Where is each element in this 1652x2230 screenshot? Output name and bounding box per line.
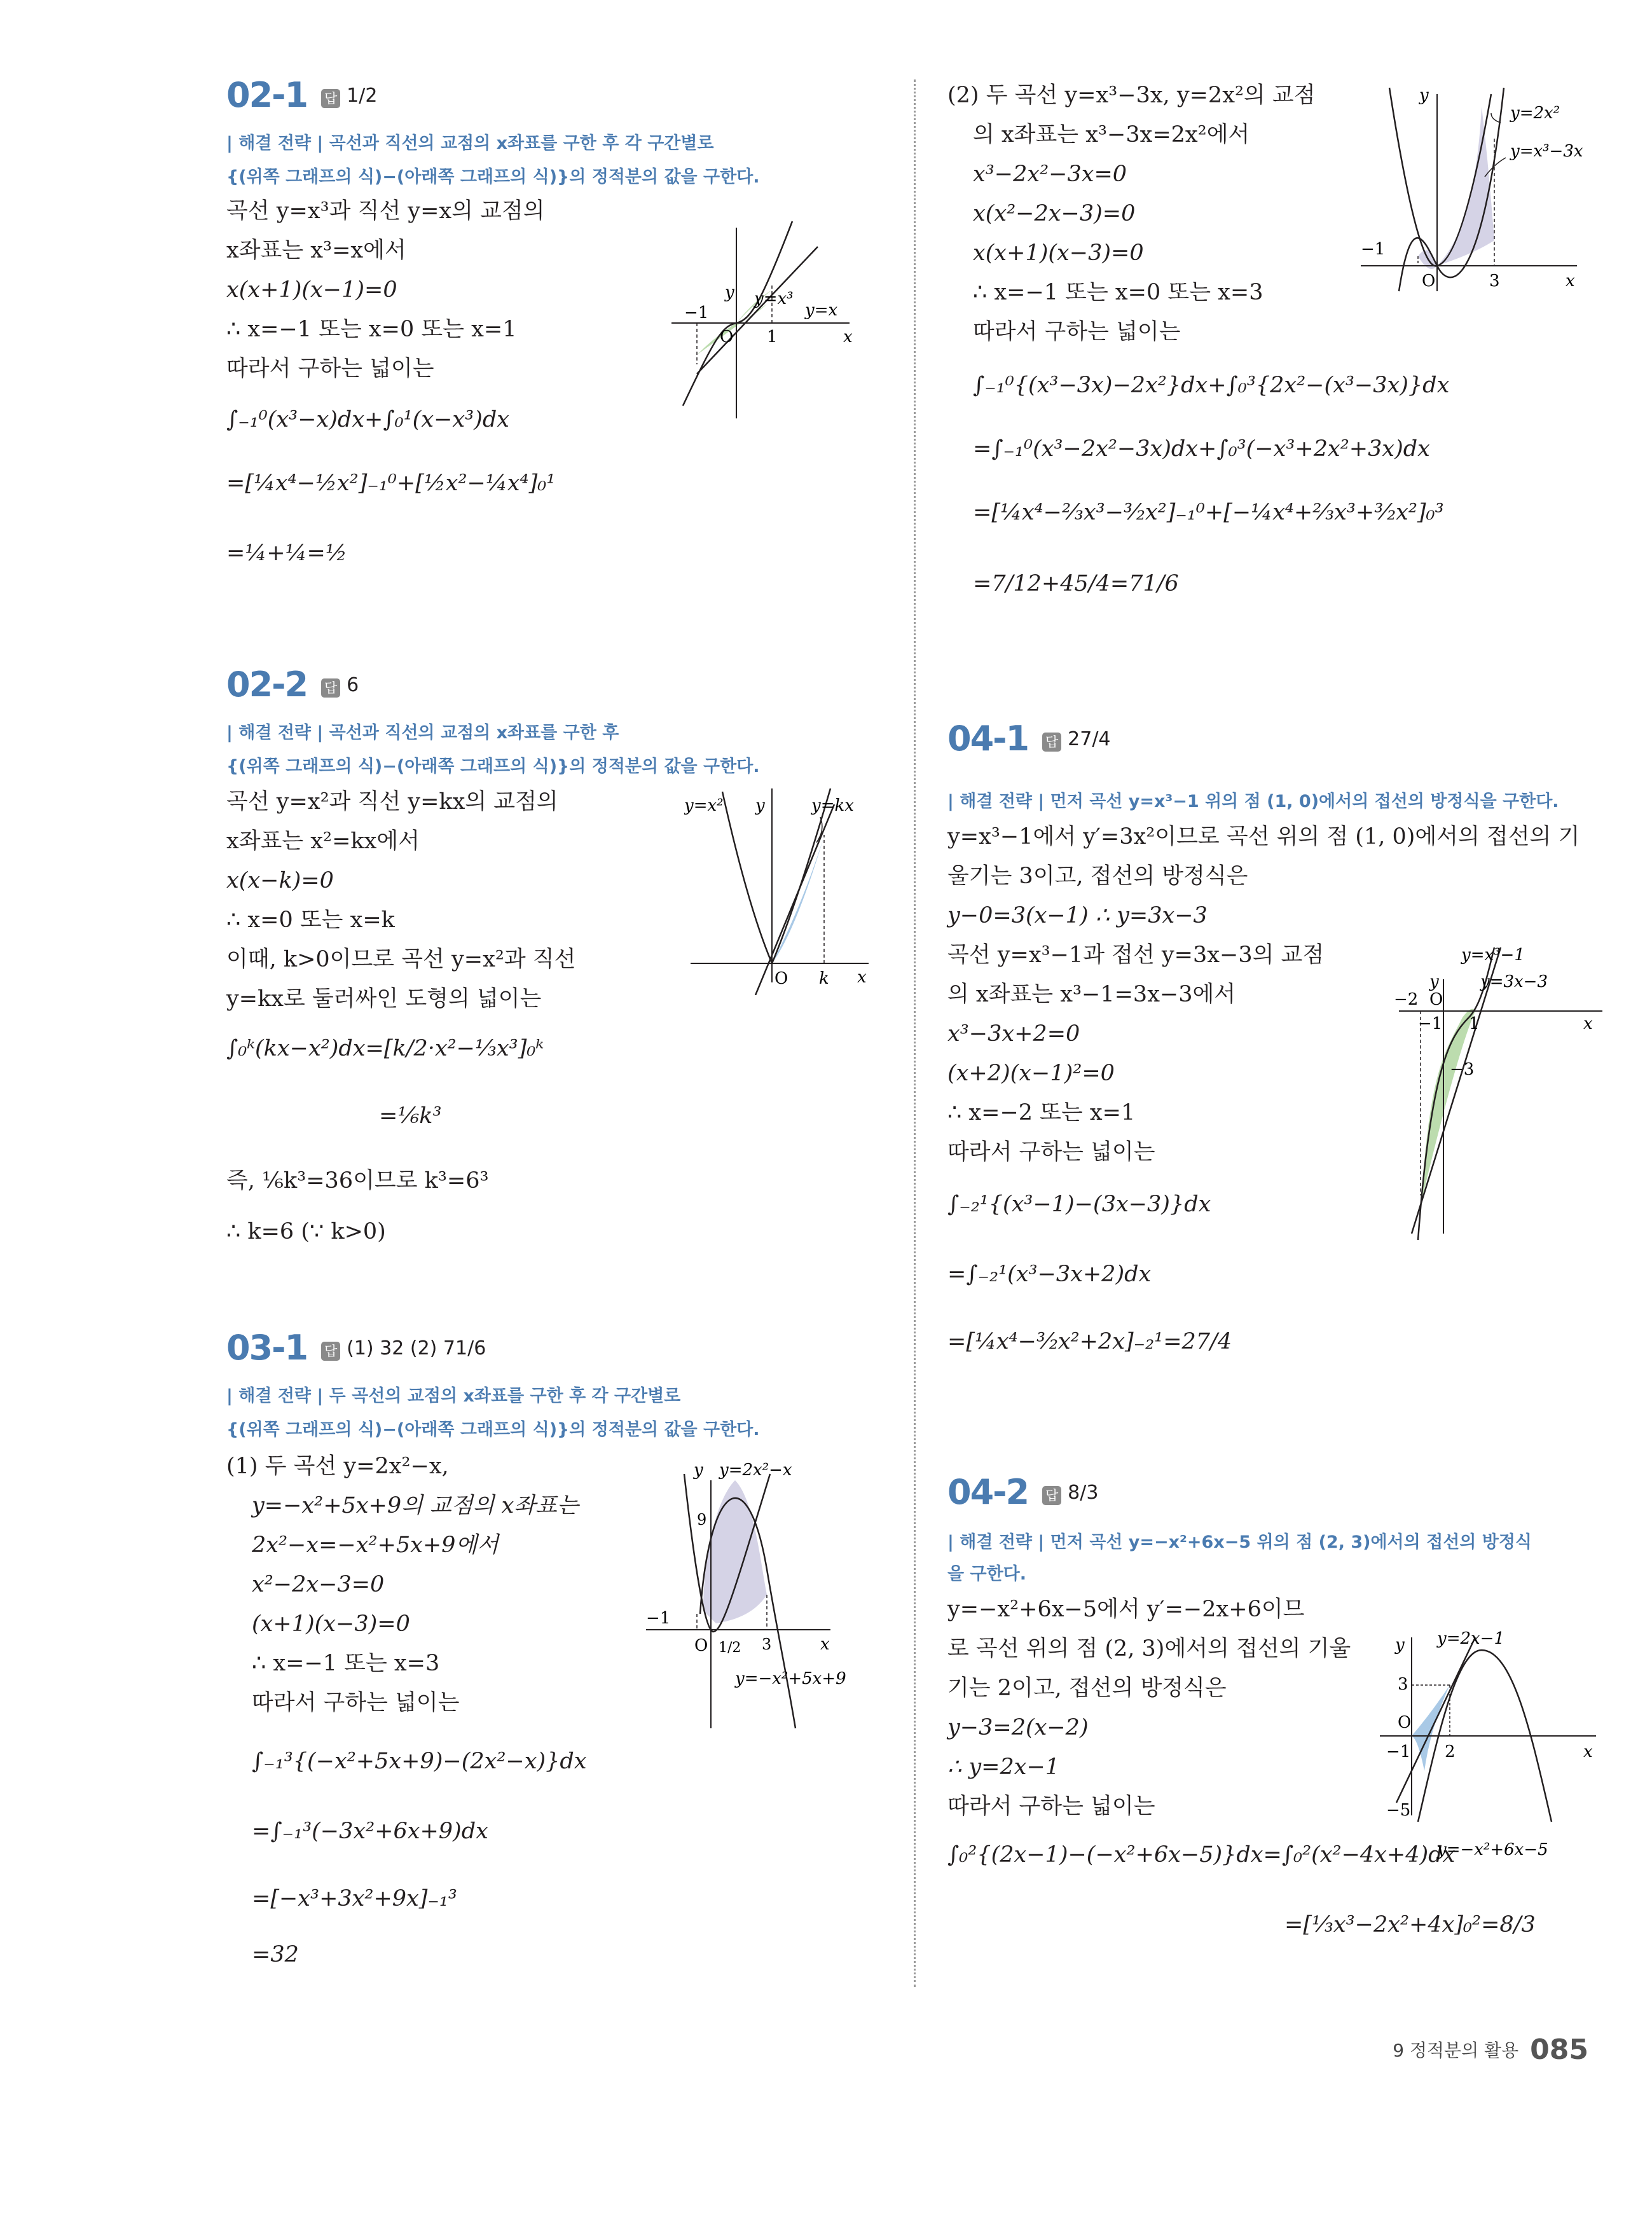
section-header (226, 75, 377, 115)
answer-icon: 답 (1042, 733, 1061, 752)
answer-icon: 답 (1042, 1486, 1061, 1505)
solution-line: 의 x좌표는 x³−3x=2x²에서 (973, 122, 1250, 148)
axis-label-y: y (1419, 86, 1429, 105)
problem-number: 03-1 (226, 1328, 308, 1368)
solution-line: x(x²−2x−3)=0 (973, 201, 1136, 226)
axis-label-x: x (820, 1635, 830, 1654)
solution-line: ∫₋₂¹{(x³−1)−(3x−3)}dx (947, 1192, 1211, 1217)
solution-line: =⅙k³ (379, 1103, 442, 1129)
answer-value: 1/2 (347, 85, 378, 107)
solution-line: y−0=3(x−1) ∴ y=3x−3 (947, 903, 1208, 928)
tick-label: −1 (1361, 240, 1386, 259)
graph-02-1 (659, 209, 862, 482)
solution-line: 따라서 구하는 넓이는 (947, 1139, 1155, 1165)
solution-line: =[⅓x³−2x²+4x]₀²=8/3 (1284, 1912, 1536, 1937)
tick-label: −2 (1394, 990, 1419, 1009)
solution-line: ∴ x=−1 또는 x=0 또는 x=1 (226, 317, 517, 342)
graph-04-1 (1393, 941, 1609, 1240)
solution-line: =[¼x⁴−³⁄₂x²+2x]₋₂¹=27/4 (947, 1329, 1232, 1354)
strategy-line: {(위쪽 그래프의 식)−(아래쪽 그래프의 식)}의 정적분의 값을 구한다. (226, 167, 760, 187)
strategy-line: | 해결 전략 | 곡선과 직선의 교점의 x좌표를 구한 후 (226, 723, 619, 743)
solution-line: ∴ x=−2 또는 x=1 (947, 1100, 1136, 1125)
strategy-line: | 해결 전략 | 먼저 곡선 y=x³−1 위의 점 (1, 0)에서의 접선의 방정식을 구한다. (947, 792, 1559, 811)
solution-line: =7/12+45/4=71/6 (973, 571, 1179, 596)
solution-line: x(x−k)=0 (226, 868, 334, 893)
origin-label: O (774, 969, 788, 988)
solution-line: x좌표는 x³=x에서 (226, 238, 406, 263)
section-header (947, 1472, 1098, 1512)
tick-label: −5 (1386, 1801, 1411, 1820)
curve-label: y=2x² (1510, 104, 1560, 123)
solution-line: ∫₋₁³{(−x²+5x+9)−(2x²−x)}dx (252, 1749, 587, 1774)
tick-label: −3 (1450, 1060, 1475, 1079)
column-divider (914, 79, 916, 1987)
graph-04-2 (1373, 1612, 1609, 1866)
problem-number: 04-2 (947, 1472, 1029, 1512)
solution-line: ∴ x=−1 또는 x=0 또는 x=3 (973, 280, 1263, 305)
line-label: y=3x−3 (1480, 972, 1548, 991)
solution-line: (x+2)(x−1)²=0 (947, 1061, 1115, 1086)
solution-line: ∴ x=0 또는 x=k (226, 907, 395, 933)
solution-line: 2x²−x=−x²+5x+9에서 (252, 1532, 499, 1558)
strategy-line: | 해결 전략 | 두 곡선의 교점의 x좌표를 구한 후 각 구간별로 (226, 1386, 681, 1406)
tick-label: 1/2 (719, 1640, 741, 1656)
strategy-line: {(위쪽 그래프의 식)−(아래쪽 그래프의 식)}의 정적분의 값을 구한다. (226, 1420, 760, 1440)
solution-line: y=x³−1에서 y′=3x²이므로 곡선 위의 점 (1, 0)에서의 접선의 기 (947, 824, 1580, 850)
axis-label-y: y (725, 283, 734, 302)
section-header (226, 1328, 486, 1368)
page-footer (1393, 2034, 1588, 2066)
axis-label-y: y (1395, 1635, 1405, 1655)
problem-number: 02-2 (226, 664, 308, 705)
solution-line: 곡선 y=x³과 직선 y=x의 교점의 (226, 198, 545, 224)
origin-label: O (1429, 990, 1443, 1009)
answer-value: 27/4 (1068, 728, 1111, 750)
solution-line: 곡선 y=x²과 직선 y=kx의 교점의 (226, 789, 558, 815)
solution-line: 울기는 3이고, 접선의 방정식은 (947, 864, 1248, 889)
answer-icon: 답 (321, 678, 340, 698)
solution-line: =∫₋₂¹(x³−3x+2)dx (947, 1262, 1152, 1287)
chapter-title: 9 정적분의 활용 (1393, 2040, 1519, 2061)
solution-line: 따라서 구하는 넓이는 (226, 356, 434, 382)
solution-line: (2) 두 곡선 y=x³−3x, y=2x²의 교점 (947, 83, 1316, 108)
tick-label: 2 (1445, 1742, 1456, 1761)
solution-line: ∫₋₁⁰{(x³−3x)−2x²}dx+∫₀³{2x²−(x³−3x)}dx (973, 373, 1450, 398)
tick-label: 1 (767, 327, 778, 347)
strategy-line: | 해결 전략 | 먼저 곡선 y=−x²+6x−5 위의 점 (2, 3)에서의 접선의 방정식 (947, 1532, 1532, 1552)
problem-number: 02-1 (226, 75, 308, 115)
solution-line: x(x+1)(x−3)=0 (973, 240, 1144, 266)
solution-line: =∫₋₁³(−3x²+6x+9)dx (252, 1819, 488, 1844)
tick-label: 3 (1489, 272, 1500, 291)
tick-label: −1 (1386, 1742, 1411, 1761)
graph-03-1-1 (640, 1461, 881, 1754)
solution-line: 따라서 구하는 넓이는 (973, 319, 1181, 345)
tick-label: 9 (697, 1511, 707, 1529)
solution-line: y=kx로 둘러싸인 도형의 넓이는 (226, 986, 542, 1012)
solution-line: x³−2x²−3x=0 (973, 162, 1127, 187)
solution-line: y=−x²+5x+9의 교점의 x좌표는 (252, 1493, 579, 1518)
solution-line: 로 곡선 위의 점 (2, 3)에서의 접선의 기울 (947, 1636, 1351, 1662)
axis-label-y: y (755, 796, 765, 815)
curve-label: y=−x²+6x−5 (1437, 1840, 1548, 1859)
origin-label: O (1422, 272, 1436, 291)
tick-label: −1 (646, 1609, 671, 1628)
origin-label: O (694, 1636, 708, 1655)
solution-line: y=−x²+6x−5에서 y′=−2x+6이므 (947, 1597, 1305, 1622)
graph-02-2 (684, 779, 875, 995)
axis-label-y: y (1429, 972, 1439, 991)
tick-label: 3 (1398, 1675, 1408, 1694)
curve-label: y=x³ (754, 289, 794, 308)
tick-label: −1 (1418, 1014, 1443, 1033)
solution-line: x³−3x+2=0 (947, 1021, 1080, 1047)
axis-label-x: x (857, 968, 867, 987)
line-label: y=x (805, 301, 838, 320)
answer-value: (1) 32 (2) 71/6 (347, 1337, 486, 1359)
solution-line: x²−2x−3=0 (252, 1572, 385, 1597)
tick-label: 1 (1469, 1014, 1480, 1033)
curve-label: y=x³−3x (1510, 142, 1583, 161)
tick-label: 3 (762, 1635, 772, 1653)
solution-line: =[¼x⁴−½x²]₋₁⁰+[½x²−¼x⁴]₀¹ (226, 471, 556, 496)
solution-line: =¼+¼=½ (226, 540, 347, 566)
answer-value: 8/3 (1068, 1482, 1099, 1504)
answer-icon: 답 (321, 89, 340, 108)
tick-label: k (819, 969, 829, 988)
strategy-line: {(위쪽 그래프의 식)−(아래쪽 그래프의 식)}의 정적분의 값을 구한다. (226, 757, 760, 776)
solution-line: (1) 두 곡선 y=2x²−x, (226, 1454, 449, 1479)
line-label: y=kx (811, 796, 854, 815)
solution-line: ∴ k=6 (∵ k>0) (226, 1219, 386, 1244)
solution-line: ∴ y=2x−1 (947, 1754, 1060, 1780)
answer-value: 6 (347, 674, 359, 696)
axis-label-x: x (843, 327, 853, 347)
problem-number: 04-1 (947, 719, 1029, 759)
solution-line: x(x+1)(x−1)=0 (226, 277, 397, 303)
solution-line: ∫₀²{(2x−1)−(−x²+6x−5)}dx=∫₀²(x²−4x+4)dx (947, 1842, 1456, 1868)
graph-03-1-2 (1354, 81, 1609, 298)
solution-line: 의 x좌표는 x³−1=3x−3에서 (947, 982, 1236, 1007)
curve-label: y=x² (684, 796, 724, 815)
section-header (947, 719, 1111, 759)
section-header (226, 664, 359, 705)
solution-line: 곡선 y=x³−1과 접선 y=3x−3의 교점 (947, 942, 1325, 968)
axis-label-x: x (1566, 272, 1575, 291)
solution-line: =[¼x⁴−⅔x³−³⁄₂x²]₋₁⁰+[−¼x⁴+⅔x³+³⁄₂x²]₀³ (973, 500, 1444, 525)
answer-icon: 답 (321, 1342, 340, 1361)
origin-label: O (1398, 1713, 1412, 1732)
solution-line: (x+1)(x−3)=0 (252, 1611, 410, 1637)
solution-line: 이때, k>0이므로 곡선 y=x²과 직선 (226, 947, 576, 972)
solution-line: 따라서 구하는 넓이는 (947, 1794, 1155, 1819)
solution-line: 기는 2이고, 접선의 방정식은 (947, 1676, 1227, 1701)
solution-line: =32 (252, 1942, 299, 1967)
page-number: 085 (1530, 2034, 1588, 2066)
origin-label: O (720, 327, 734, 347)
strategy-line: | 해결 전략 | 곡선과 직선의 교점의 x좌표를 구한 후 각 구간별로 (226, 134, 714, 153)
solution-line: y−3=2(x−2) (947, 1715, 1089, 1740)
solution-line: =[−x³+3x²+9x]₋₁³ (252, 1886, 457, 1911)
solution-line: ∴ x=−1 또는 x=3 (252, 1651, 440, 1676)
solution-line: 즉, ⅙k³=36이므로 k³=6³ (226, 1168, 489, 1194)
solution-line: ∫₋₁⁰(x³−x)dx+∫₀¹(x−x³)dx (226, 407, 509, 432)
solution-line: 따라서 구하는 넓이는 (252, 1690, 460, 1716)
axis-label-y: y (694, 1461, 703, 1480)
curve-label: y=2x²−x (719, 1461, 792, 1480)
solution-line: =∫₋₁⁰(x³−2x²−3x)dx+∫₀³(−x³+2x²+3x)dx (973, 436, 1430, 462)
curve-label: y=x³−1 (1461, 946, 1525, 965)
solution-line: ∫₀ᵏ(kx−x²)dx=[k/2·x²−⅓x³]₀ᵏ (226, 1036, 544, 1061)
tick-label: −1 (684, 303, 709, 322)
line-label: y=2x−1 (1437, 1629, 1505, 1648)
axis-label-x: x (1583, 1014, 1593, 1033)
strategy-line: 을 구한다. (947, 1564, 1026, 1584)
solution-line: x좌표는 x²=kx에서 (226, 829, 420, 854)
axis-label-x: x (1583, 1742, 1593, 1761)
curve-label: y=−x²+5x+9 (735, 1669, 846, 1688)
